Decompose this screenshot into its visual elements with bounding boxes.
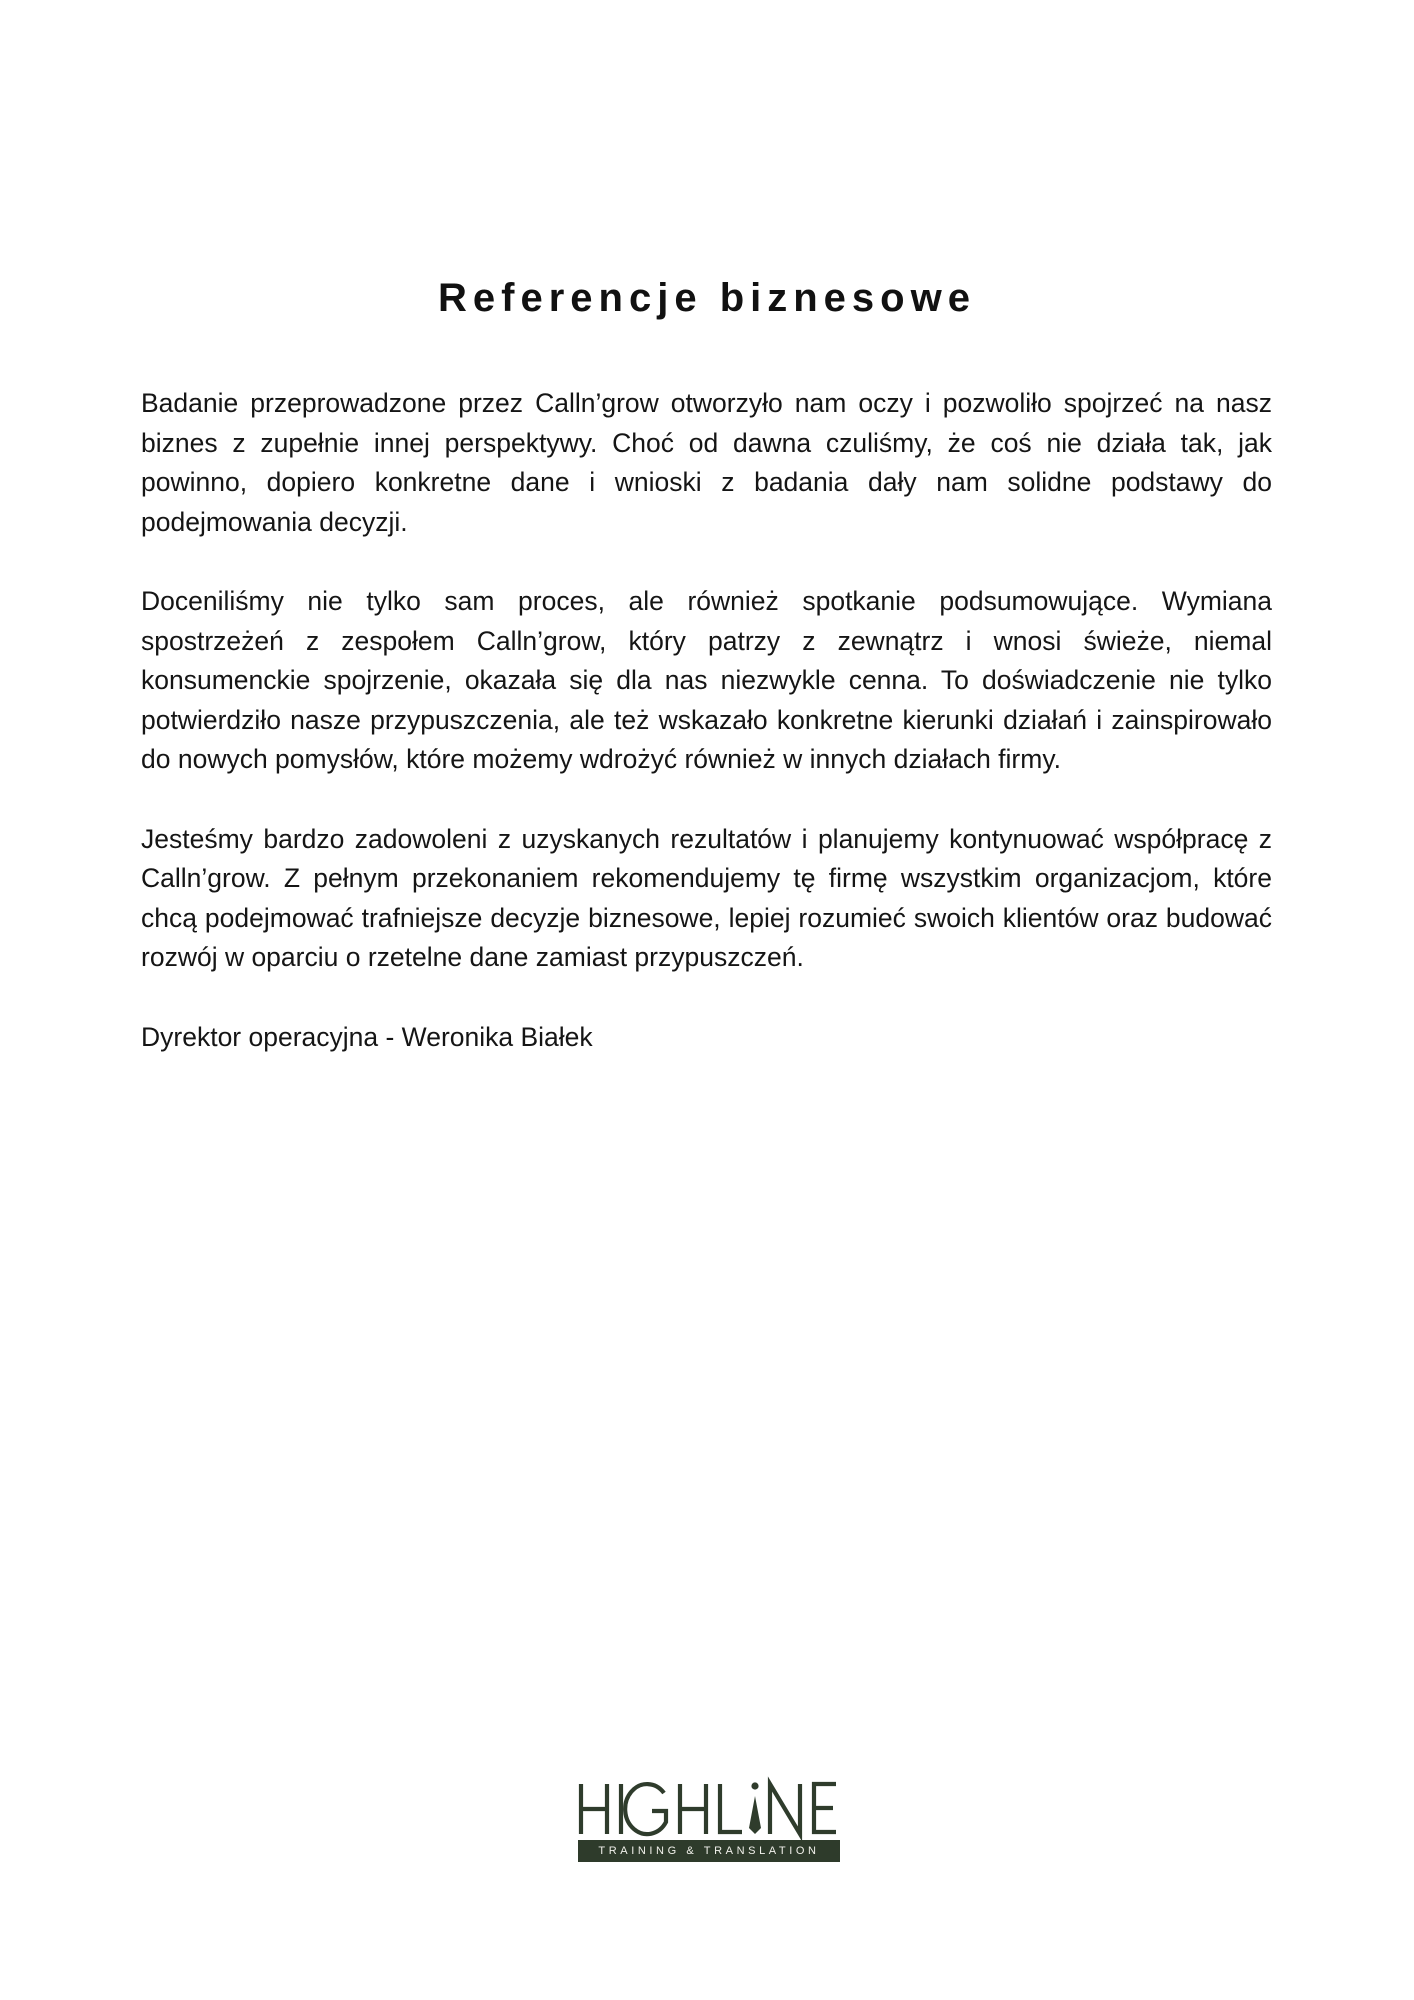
paragraph-2: Doceniliśmy nie tylko sam proces, ale również spotkanie podsumowujące. Wymiana spostrzeżeń z zespołem Calln’grow, który patrzy z zewnątrz i wnosi świeże, niemal konsumenckie spojrzenie, okazała się dla nas niezwykle cenna. To doświadczenie nie tylko potwierdziło nasze przypuszczenia, ale też wskazało konkretne kierunki działań i zainspirowało do nowych pomysłów, które możemy wdrożyć również w innych działach firmy. [141,586,1272,774]
highline-logo [578,1776,840,1866]
logo-tagline: TRAINING & TRANSLATION [578,1840,840,1862]
tie-icon [749,1782,761,1834]
document-body [141,384,1272,1057]
paragraph-3: Jesteśmy bardzo zadowoleni z uzyskanych rezultatów i planujemy kontynuować współpracę z Calln’grow. Z pełnym przekonaniem rekomendujemy tę firmę wszystkim organizacjom, które chcą podejmować trafniejsze decyzje biznesowe, lepiej rozumieć swoich klientów oraz budować rozwój w oparciu o rzetelne dane zamiast przypuszczeń. [141,823,1272,972]
highline-wordmark [578,1776,840,1840]
signature: Dyrektor operacyjna - Weronika Białek [141,1021,593,1052]
page-title: Referencje biznesowe [438,276,976,320]
paragraph-1: Badanie przeprowadzone przez Calln’grow otworzyło nam oczy i pozwoliło spojrzeć na nasz biznes z zupełnie innej perspektywy. Choć od dawna czuliśmy, że coś nie działa tak, jak powinno, dopiero konkretne dane i wnioski z badania dały nam solidne podstawy do podejmowania decyzji. [141,388,1272,537]
